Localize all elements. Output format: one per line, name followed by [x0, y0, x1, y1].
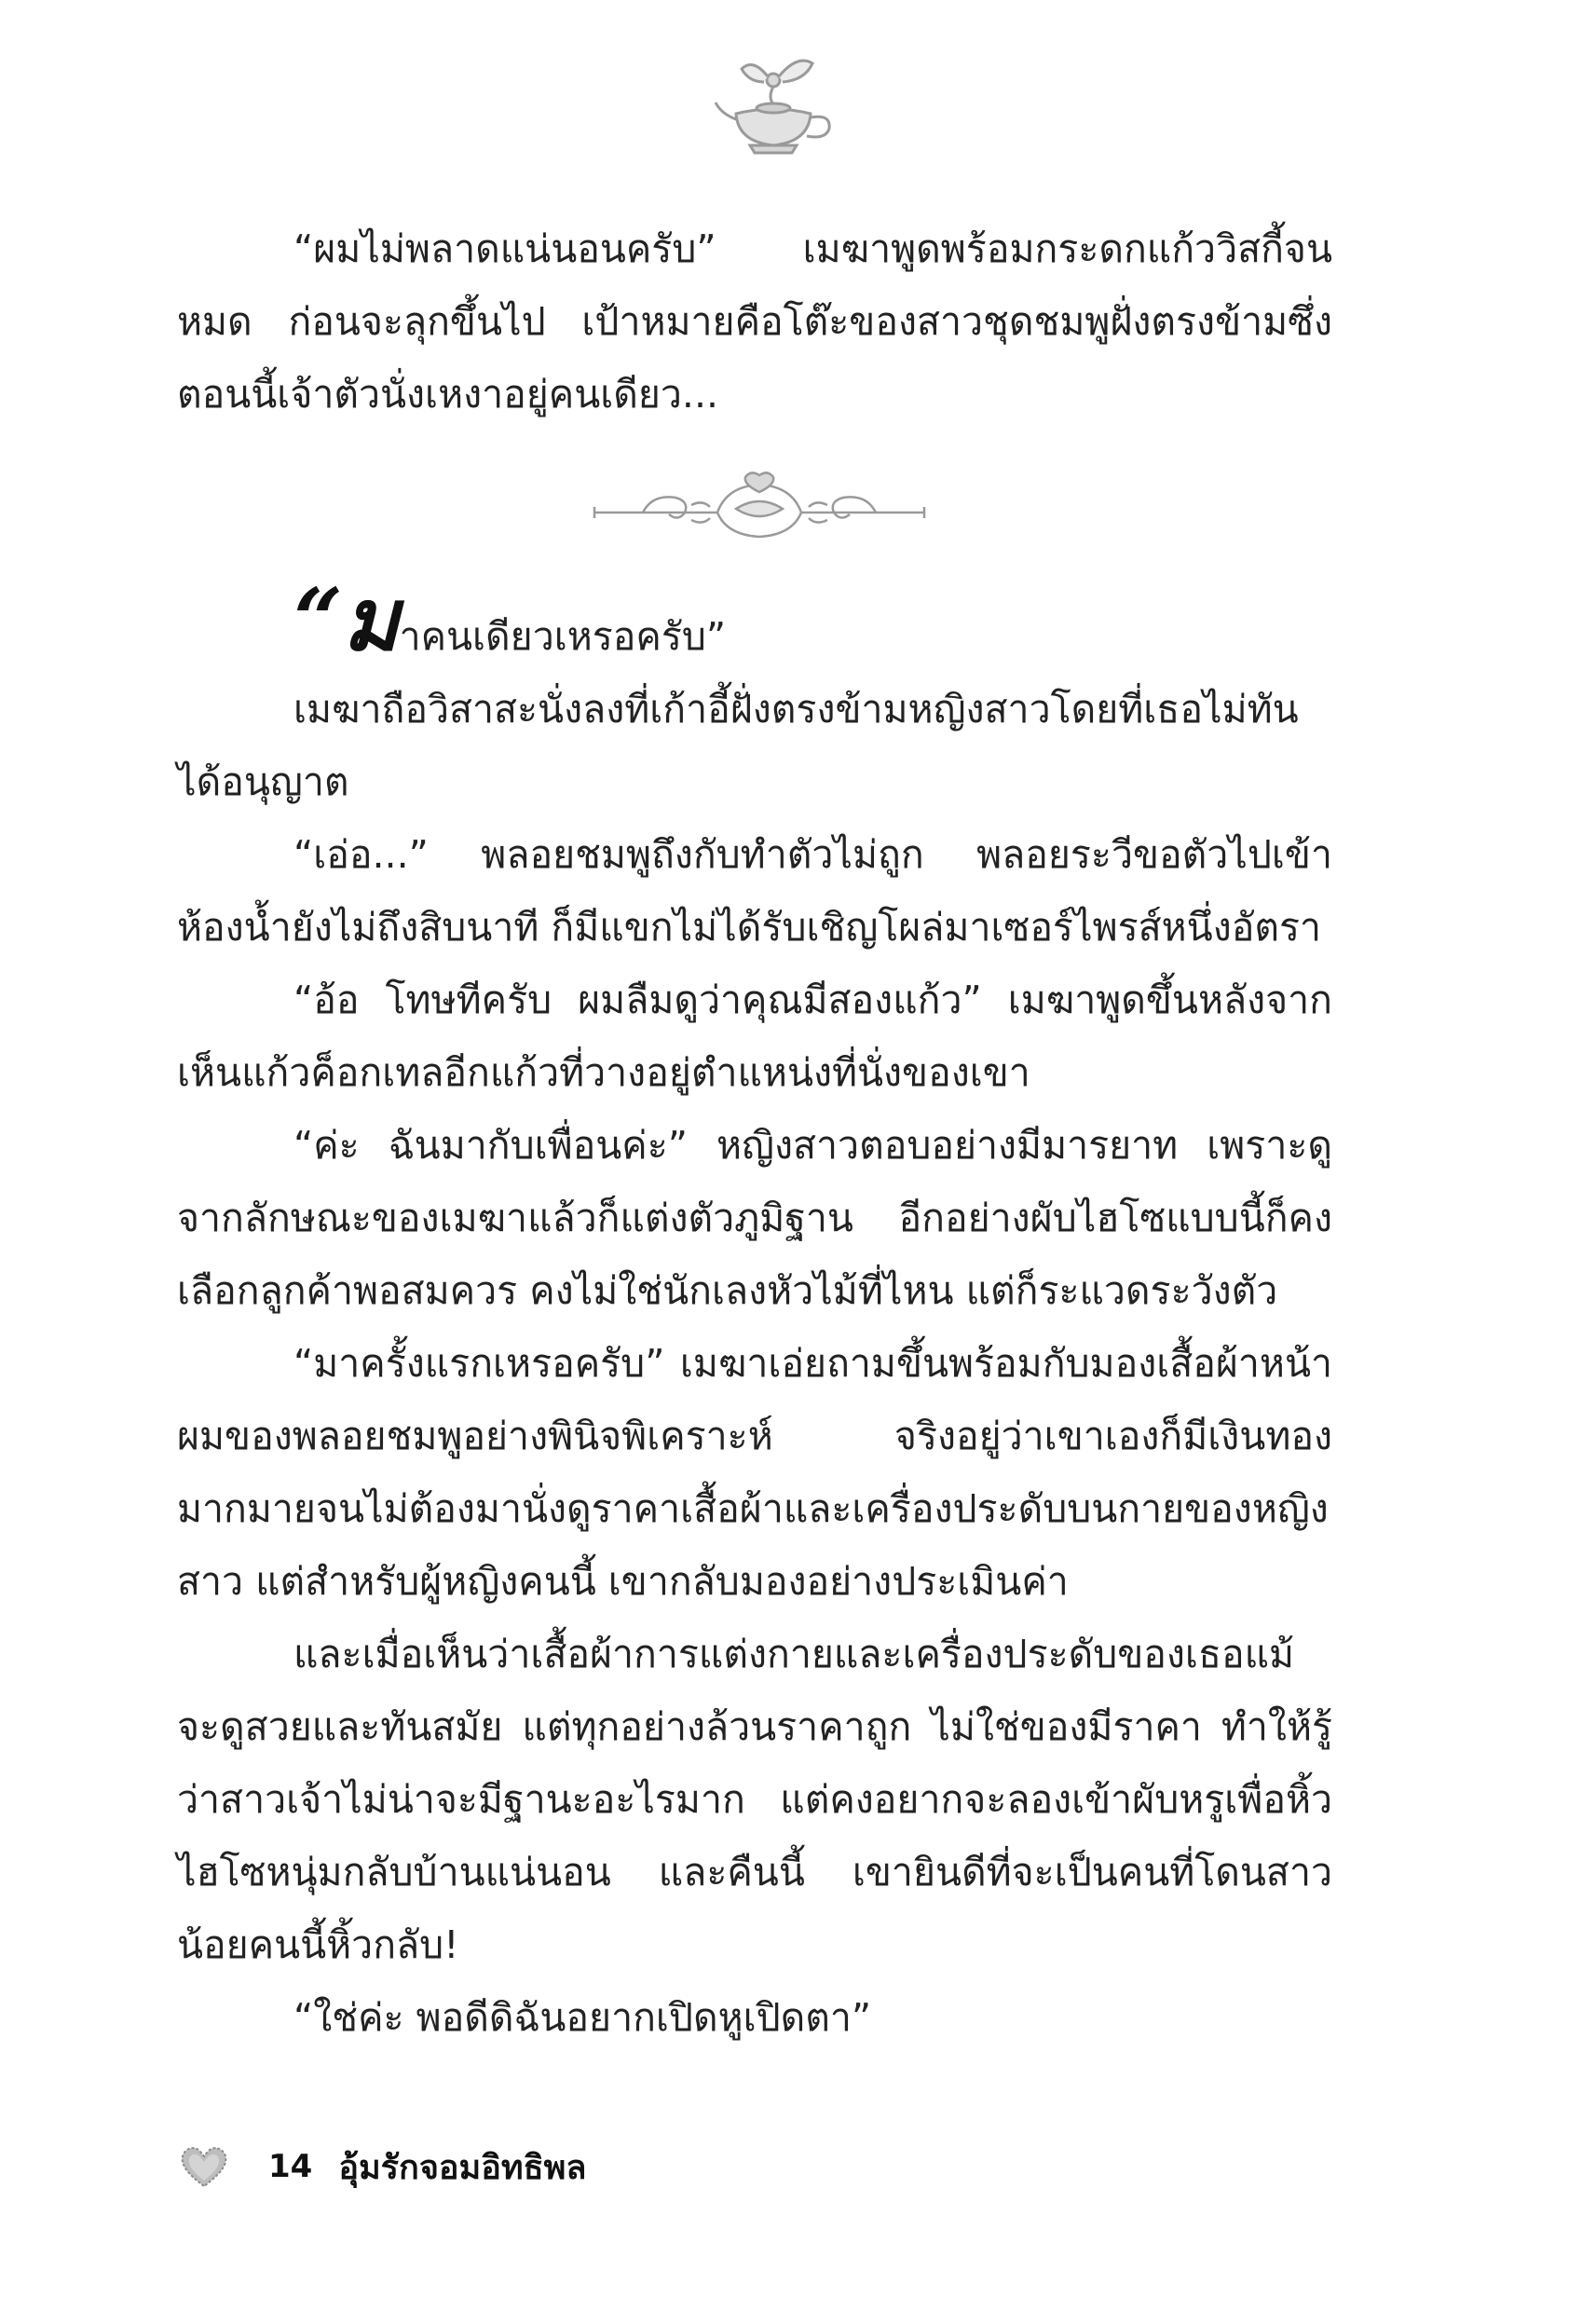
page-number: 14: [268, 2148, 313, 2185]
opening-rest: าคนเดียวเหรอครับ”: [399, 614, 727, 659]
teapot-angel-ornament-icon: [708, 48, 839, 160]
page-footer: [177, 2139, 586, 2195]
text-block-main: [177, 569, 1332, 2054]
text-block-top: [177, 212, 1332, 431]
paragraph: “อ้อ โทษทีครับ ผมลืมดูว่าคุณมีสองแก้ว” เมฆาพูดขึ้นหลังจากเห็นแก้วค็อกเทลอีกแก้วที่วางอยู่ตำแหน่งที่นั่งของเขา: [177, 978, 1332, 1095]
paragraph: “ผมไม่พลาดแน่นอนครับ” เมฆาพูดพร้อมกระดกแก้ววิสกี้จนหมด ก่อนจะลุกขึ้นไป เป้าหมายคือโต๊ะของสาวชุดชมพูฝั่งตรงข้ามซึ่งตอนนี้เจ้าตัวนั่งเหงาอยู่คนเดียว...: [177, 226, 1332, 417]
scroll-divider-ornament-icon: [587, 466, 932, 550]
paragraph: “เอ่อ...” พลอยชมพูถึงกับทำตัวไม่ถูก พลอยระวีขอตัวไปเข้าห้องน้ำยังไม่ถึงสิบนาที ก็มีแขกไม่ได้รับเชิญโผล่มาเซอร์ไพรส์หนึ่งอัตรา: [177, 832, 1332, 950]
paragraph: เมฆาถือวิสาสะนั่งลงที่เก้าอี้ฝั่งตรงข้ามหญิงสาวโดยที่เธอไม่ทันได้อนุญาต: [177, 687, 1299, 804]
book-title: อุ้มรักจอมอิทธิพล: [338, 2148, 587, 2187]
paragraph: และเมื่อเห็นว่าเสื้อผ้าการแต่งกายและเครื่องประดับของเธอแม้จะดูสวยและทันสมัย แต่ทุกอย่างล้วนราคาถูก ไม่ใช่ของมีราคา ทำให้รู้ว่าสาวเจ้าไม่น่าจะมีฐานะอะไรมาก แต่คงอยากจะลองเข้าผับหรูเพื่อหิ้วไฮโซหนุ่มกลับบ้านแน่นอน และคืนนี้ เขายินดีที่จะเป็นคนที่โดนสาวน้อยคนนี้หิ้วกลับ!: [177, 1632, 1332, 1967]
paragraph: “มาครั้งแรกเหรอครับ” เมฆาเอ่ยถามขึ้นพร้อมกับมองเสื้อผ้าหน้าผมของพลอยชมพูอย่างพินิจพิเคราะห์ จริงอยู่ว่าเขาเองก็มีเงินทองมากมายจนไม่ต้องมานั่งดูราคาเสื้อผ้าและเครื่องประดับบนกายของหญิงสาว แต่สำหรับผู้หญิงคนนี้ เขากลับมองอย่างประเมินค่า: [177, 1341, 1332, 1604]
drop-cap: “ม: [293, 569, 400, 670]
heart-icon: [177, 2143, 231, 2190]
paragraph: “ใช่ค่ะ พอดีดิฉันอยากเปิดหูเปิดตา”: [293, 1995, 872, 2040]
paragraph: “ค่ะ ฉันมากับเพื่อนค่ะ” หญิงสาวตอบอย่างมีมารยาท เพราะดูจากลักษณะของเมฆาแล้วก็แต่งตัวภูมิฐาน อีกอย่างผับไฮโซแบบนี้ก็คงเลือกลูกค้าพอสมควร คงไม่ใช่นักเลงหัวไม้ที่ไหน แต่ก็ระแวดระวังตัว: [177, 1123, 1332, 1313]
opening-line: [177, 569, 1332, 673]
